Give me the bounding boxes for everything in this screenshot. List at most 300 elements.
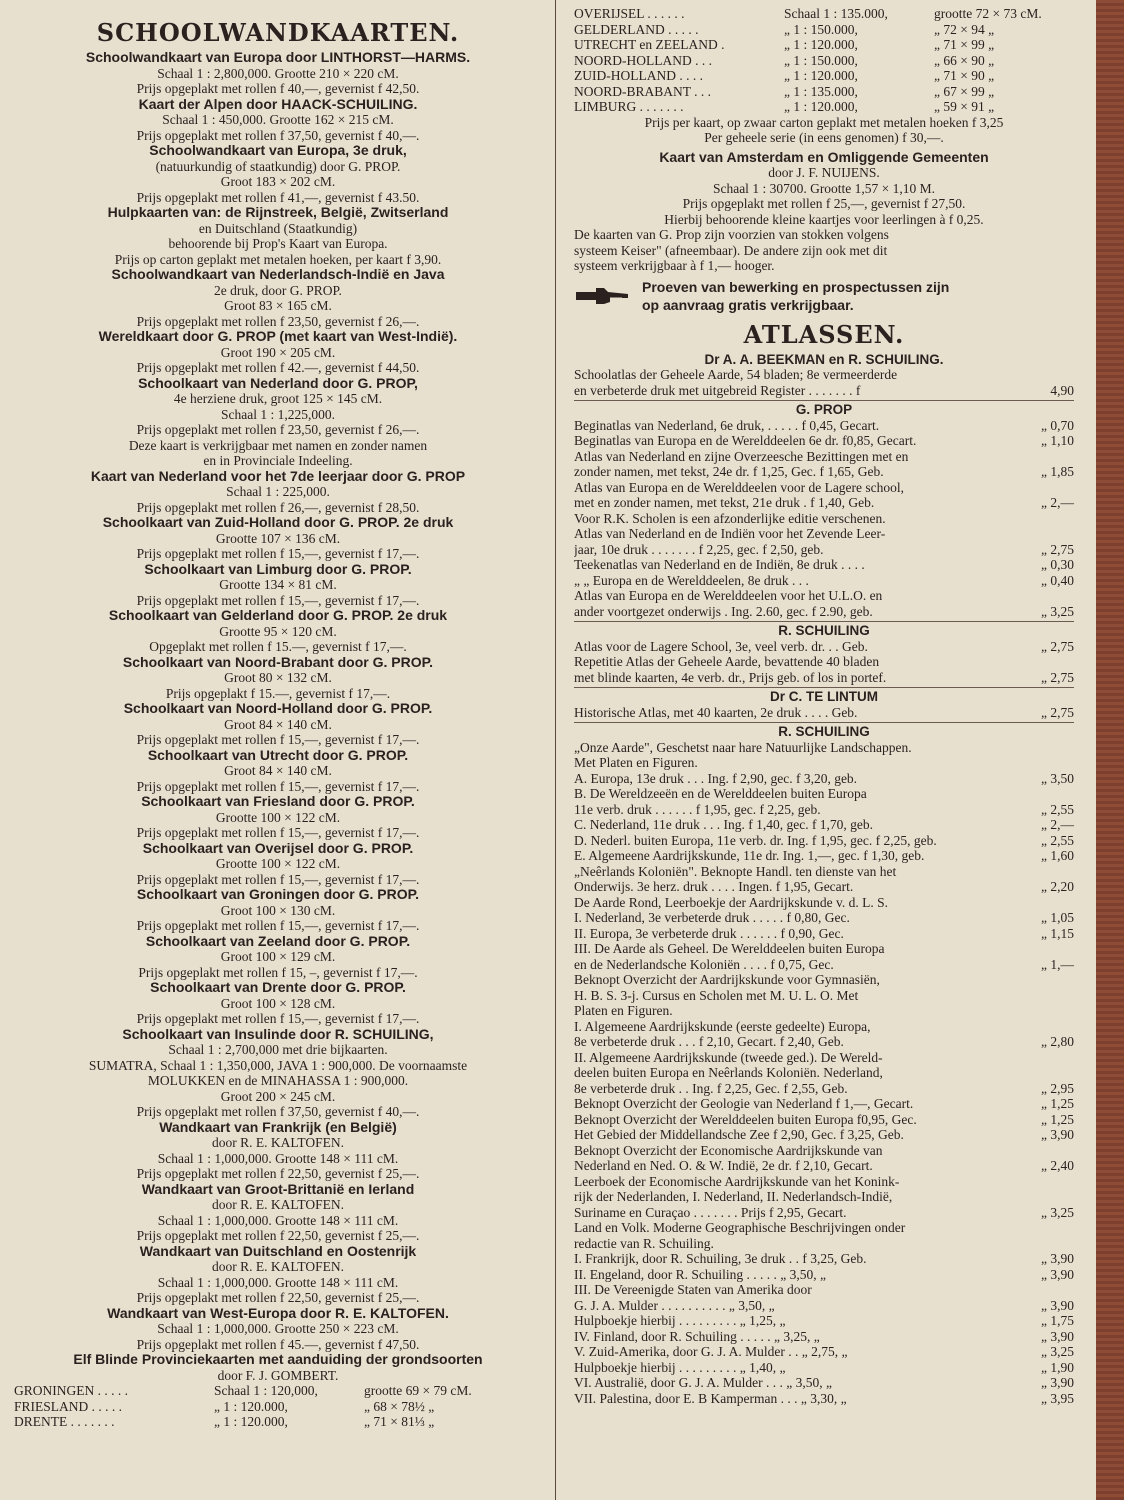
map-detail-line: Prijs opgeplakt met rollen f 22,50, gevernist f 25,—. <box>136 1166 420 1181</box>
map-detail-line: Grootte 95 × 120 cM. <box>219 623 337 639</box>
atlas-item-price <box>1018 1174 1074 1190</box>
atlas-list <box>574 352 1074 1407</box>
atlas-item-text: I. Algemeene Aardrijkskunde (eerste gedeelte) Europa, <box>574 1018 871 1034</box>
amsterdam-map-student-maps: Hierbij behoorende kleine kaartjes voor leerlingen à f 0,25. <box>664 211 984 227</box>
atlas-item <box>574 654 1074 670</box>
atlas-item-text: VII. Palestina, door E. B Kamperman . . . „ 3,30, „ <box>574 1390 847 1406</box>
atlas-item-price: „ 1,90 <box>1041 1359 1074 1375</box>
province-row <box>14 1414 542 1430</box>
atlas-item-text: C. Nederland, 11e druk . . . Ing. f 1,40, gec. f 1,70, geb. <box>574 817 874 832</box>
atlas-item-price: „ 3,25 <box>1041 1204 1074 1220</box>
atlassen-heading: ATLASSEN. <box>743 319 905 349</box>
map-detail-line: door F. J. GOMBERT. <box>217 1367 339 1383</box>
section-divider <box>574 400 1074 401</box>
map-detail-line: Prijs opgeplakt met rollen f 15,—, gevernist f 17,—. <box>136 732 420 747</box>
map-detail-line: Groot 83 × 165 cM. <box>224 298 332 313</box>
atlas-item-price <box>1018 1282 1074 1298</box>
map-title: Schoolkaart van Drente door G. PROP. <box>150 979 406 995</box>
pointing-hand-icon <box>574 284 630 308</box>
atlas-item-text: met blinde kaarten, 4e verb. dr., Prijs geb. of los in portef. <box>574 669 887 685</box>
map-title: Schoolkaart van Limburg door G. PROP. <box>144 560 412 577</box>
atlas-item-price <box>1018 1050 1074 1066</box>
atlas-item-text: Leerboek der Economische Aardrijkskunde van het Konink- <box>574 1173 900 1189</box>
atlas-item-text: jaar, 10e druk . . . . . . . f 2,25, gec. f 2,50, geb. <box>574 541 824 557</box>
map-title: Schoolkaart van Zeeland door G. PROP. <box>145 932 411 949</box>
map-title: Schoolkaart van Friesland door G. PROP. <box>141 793 415 809</box>
map-detail-line: Schaal 1 : 2,700,000 met drie bijkaarten. <box>168 1042 388 1057</box>
atlas-item-text: ander voortgezet onderwijs . Ing. 2.60, gec. f 2.90, geb. <box>574 603 873 619</box>
atlas-item-text: zonder namen, met tekst, 24e dr. f 1,25, Gec. f 1,65, Geb. <box>574 464 884 479</box>
map-detail-line: Prijs opgeplakt f 15.—, gevernist f 17,—. <box>165 685 391 701</box>
province-name: GRONINGEN . . . . . <box>14 1383 128 1398</box>
map-detail-line: Prijs opgeplakt met rollen f 15,—, gevernist f 17,—. <box>136 825 420 840</box>
atlas-item-price: „ 2,— <box>1041 817 1074 832</box>
atlas-item-price: „ 1,75 <box>1041 1313 1074 1328</box>
atlas-item-price: „ 3,95 <box>1041 1390 1074 1406</box>
map-detail-line: Groot 100 × 128 cM. <box>220 995 336 1011</box>
map-detail-line: Groot 100 × 130 cM. <box>220 902 336 918</box>
atlas-item-price <box>1018 1143 1074 1159</box>
atlas-item <box>574 639 1074 655</box>
atlas-item-text: Atlas voor de Lagere School, 3e, veel verb. dr. . . Geb. <box>574 638 868 654</box>
atlas-item <box>574 464 1074 480</box>
atlas-item-text: „ „ Europa en de Werelddeelen, 8e druk . . . <box>574 572 809 588</box>
atlas-item-price <box>1018 511 1074 527</box>
atlas-item <box>574 604 1074 620</box>
province-scale: Schaal 1 : 135.000, <box>784 6 888 21</box>
atlas-item-text: Onderwijs. 3e herz. druk . . . . Ingen. f 1,95, Gecart. <box>574 879 854 894</box>
atlas-item <box>574 771 1074 787</box>
atlas-item-text: Teekenatlas van Nederland en de Indiën, 8e druk . . . . <box>574 557 865 572</box>
atlas-item <box>574 480 1074 496</box>
map-detail-line: Prijs opgeplakt met rollen f 15,—, gevernist f 17,—. <box>136 546 420 561</box>
atlas-item-text: en de Nederlandsche Koloniën . . . . f 0,75, Gec. <box>574 956 834 972</box>
map-detail-line: Grootte 107 × 136 cM. <box>215 530 341 546</box>
province-name: NOORD-HOLLAND . . . <box>574 52 712 68</box>
map-detail-line: Schaal 1 : 1,000,000. Grootte 148 × 111 cM. <box>157 1150 399 1166</box>
atlas-item-text: Platen en Figuren. <box>574 1003 673 1018</box>
section-divider <box>574 687 1074 688</box>
atlas-item <box>574 1220 1074 1236</box>
atlas-item-price: „ 3,90 <box>1041 1251 1074 1266</box>
atlas-item-text: E. Algemeene Aardrijkskunde, 11e dr. Ing. 1,—, gec. f 1,30, geb. <box>574 848 925 863</box>
province-row <box>14 1383 542 1399</box>
atlas-item-text: I. Nederland, 3e verbeterde druk . . . . . f 0,80, Gec. <box>574 910 850 925</box>
atlas-item-text: Met Platen en Figuren. <box>574 755 698 770</box>
atlas-item-text: Beginatlas van Nederland, 6e druk, . . . . . f 0,45, Gecart. <box>574 417 880 433</box>
province-name: ZUID-HOLLAND . . . . <box>574 68 703 83</box>
atlas-item-text: II. Engeland, door R. Schuiling . . . . . „ 3,50, „ <box>574 1266 826 1282</box>
atlas-item-text: Land en Volk. Moderne Geographische Beschrijvingen onder <box>574 1220 906 1235</box>
atlas-item-price: „ 3,90 <box>1041 1297 1074 1313</box>
atlas-item-price: „ 2,40 <box>1041 1158 1074 1173</box>
atlas-item-text: II. Algemeene Aardrijkskunde (tweede ged.). De Wereld- <box>574 1049 883 1065</box>
atlas-item-text: en verbeterde druk met uitgebreid Register . . . . . . . f <box>574 382 861 398</box>
atlas-item <box>574 1267 1074 1283</box>
amsterdam-map-author: door J. F. NUIJENS. <box>768 165 880 180</box>
keiser-line-1: De kaarten van G. Prop zijn voorzien van stokken volgens <box>574 227 889 242</box>
atlas-item-price: „ 1,— <box>1041 956 1074 972</box>
map-detail-line: Prijs opgeplakt met rollen f 15,—, gevernist f 17,—. <box>136 778 420 794</box>
map-detail-line: Prijs opgeplakt met rollen f 22,50, gevernist f 25,—. <box>136 1290 420 1305</box>
atlas-item <box>574 972 1074 988</box>
province-row <box>574 53 1074 69</box>
map-detail-line: Prijs opgeplakt met rollen f 45.—, gevernist f 47,50. <box>136 1336 420 1352</box>
atlas-item-price: „ 3,90 <box>1041 1266 1074 1282</box>
atlas-item-text: Suriname en Curaçao . . . . . . . Prijs f 2,95, Gecart. <box>574 1204 847 1220</box>
map-title: Schoolkaart van Overijsel door G. PROP. <box>142 839 414 856</box>
atlas-item-price: „ 2,95 <box>1041 1080 1074 1096</box>
atlas-item <box>574 588 1074 604</box>
map-detail-line: Groot 84 × 140 cM. <box>224 763 332 778</box>
atlas-item <box>574 670 1074 686</box>
atlas-section-title: Dr C. TE LINTUM <box>770 689 878 704</box>
province-name: DRENTE . . . . . . . <box>14 1414 115 1429</box>
map-detail-line: Groot 190 × 205 cM. <box>220 344 336 360</box>
atlas-item-price: „ 1,10 <box>1041 433 1074 448</box>
map-title: Wandkaart van Duitschland en Oostenrijk <box>139 1242 417 1259</box>
atlas-item-text: met en zonder namen, met tekst, 21e druk . f 1,40, Geb. <box>574 495 875 510</box>
atlas-item-text: H. B. S. 3-j. Cursus en Scholen met M. U. L. O. Met <box>574 987 859 1003</box>
atlas-item-text: Atlas van Europa en de Werelddeelen voor het U.L.O. en <box>574 588 883 603</box>
atlas-item <box>574 1189 1074 1205</box>
atlas-item-price <box>1018 1003 1074 1019</box>
province-scale: „ 1 : 150.000, <box>784 52 858 68</box>
map-detail-line: 2e druk, door G. PROP. <box>214 282 342 298</box>
map-detail-line: Grootte 100 × 122 cM. <box>215 856 341 871</box>
atlas-item <box>574 1236 1074 1252</box>
map-title: Schoolwandkaart van Nederlandsch-Indië en Java <box>111 266 445 282</box>
atlas-item-price: „ 3,50 <box>1041 770 1074 786</box>
province-name: GELDERLAND . . . . . <box>574 21 699 37</box>
map-detail-line: Prijs opgeplakt met rollen f 22,50, gevernist f 25,—. <box>136 1228 420 1243</box>
map-detail-line: Prijs opgeplakt met rollen f 15,—, gevernist f 17,—. <box>136 871 420 887</box>
map-detail-line: Prijs opgeplakt met rollen f 15,—, gevernist f 17,—. <box>136 592 420 608</box>
atlas-item <box>574 1003 1074 1019</box>
map-title: Schoolwandkaart van Europa door LINTHORST—HARMS. <box>85 49 471 65</box>
atlas-item-price <box>1018 755 1074 771</box>
province-scale: „ 1 : 120.000, <box>214 1398 288 1414</box>
atlas-item <box>574 1391 1074 1407</box>
map-detail-line: door R. E. KALTOFEN. <box>211 1197 344 1212</box>
atlas-item-text: IV. Finland, door R. Schuiling . . . . . „ 3,25, „ <box>574 1328 820 1344</box>
atlas-item <box>574 1174 1074 1190</box>
atlas-item-price: „ 3,90 <box>1041 1127 1074 1142</box>
map-detail-line: Prijs opgeplakt met rollen f 23,50, gevernist f 26,—. <box>136 313 420 329</box>
atlas-item <box>574 1081 1074 1097</box>
atlas-item-text: D. Nederl. buiten Europa, 11e verb. dr. Ing. f 1,95, gec. f 2,25, geb. <box>574 832 937 848</box>
map-detail-line: Grootte 134 × 81 cM. <box>219 577 337 592</box>
atlas-item <box>574 1375 1074 1391</box>
atlas-item-text: Repetitie Atlas der Geheele Aarde, bevattende 40 bladen <box>574 654 880 669</box>
map-title: Wandkaart van West-Europa door R. E. KALTOFEN. <box>107 1304 449 1321</box>
map-detail-line: Schaal 1 : 450,000. Grootte 162 × 215 cM. <box>162 112 394 127</box>
map-title: Wereldkaart door G. PROP (met kaart van West-Indië). <box>98 328 458 344</box>
province-map-list <box>14 1383 542 1430</box>
province-size: „ 72 × 94 „ <box>934 21 995 37</box>
atlas-item-text: Atlas van Europa en de Werelddeelen voor de Lagere school, <box>574 479 905 495</box>
map-detail-line: behoorende bij Prop's Kaart van Europa. <box>168 236 388 251</box>
atlas-item <box>574 864 1074 880</box>
atlas-item-price <box>1018 864 1074 880</box>
map-detail-line: door R. E. KALTOFEN. <box>211 1135 344 1150</box>
book-spine <box>1096 0 1124 1500</box>
keiser-line-2: systeem Keiser" (afneembaar). De andere zijn ook met dit <box>574 242 888 258</box>
atlas-item-price: „ 2,55 <box>1041 801 1074 817</box>
province-price-line-2: Per geheele serie (in eens genomen) f 30,—. <box>704 130 944 145</box>
atlas-item-price: 4,90 <box>1050 382 1074 398</box>
map-title: Schoolkaart van Gelderland door G. PROP. 2e druk <box>108 607 448 623</box>
atlas-item-text: 11e verb. druk . . . . . . f 1,95, gec. f 2,25, geb. <box>574 801 821 817</box>
map-title: Schoolkaart van Insulinde door R. SCHUILING, <box>122 1025 434 1042</box>
map-detail-line: en in Provinciale Indeeling. <box>203 453 353 468</box>
atlas-item <box>574 1360 1074 1376</box>
atlas-item-price: „ 1,60 <box>1041 848 1074 863</box>
province-scale: Schaal 1 : 120,000, <box>214 1383 318 1398</box>
province-size: grootte 72 × 73 cM. <box>934 6 1042 21</box>
province-row <box>574 84 1074 100</box>
atlas-item-price <box>1018 367 1074 383</box>
map-detail-line: Groot 80 × 132 cM. <box>224 670 332 685</box>
atlas-item-price <box>1018 1236 1074 1252</box>
atlas-item-price: „ 1,15 <box>1041 925 1074 941</box>
atlas-item-price: „ 0,40 <box>1041 572 1074 588</box>
atlas-item <box>574 786 1074 802</box>
atlas-item-price <box>1018 972 1074 988</box>
province-size: „ 66 × 90 „ <box>934 52 995 68</box>
atlas-item-text: Voor R.K. Scholen is een afzonderlijke editie verschenen. <box>574 510 886 526</box>
map-detail-line: (natuurkundig of staatkundig) door G. PROP. <box>155 158 401 174</box>
atlas-item <box>574 449 1074 465</box>
atlas-item-price: „ 2,75 <box>1041 541 1074 557</box>
province-row <box>574 37 1074 53</box>
atlas-item-price: „ 2,75 <box>1041 638 1074 654</box>
atlas-item <box>574 910 1074 926</box>
atlas-item <box>574 511 1074 527</box>
map-detail-line: MOLUKKEN en de MINAHASSA 1 : 900,000. <box>147 1073 409 1088</box>
province-scale: „ 1 : 120.000, <box>784 99 858 114</box>
atlas-item <box>574 988 1074 1004</box>
atlas-item-price: „ 2,75 <box>1041 704 1074 720</box>
atlas-item <box>574 1065 1074 1081</box>
atlas-item-text: „Onze Aarde", Geschetst naar hare Natuurlijke Landschappen. <box>574 739 912 755</box>
atlas-item-text: „Neêrlands Koloniën". Beknopte Handl. ten dienste van het <box>574 863 897 879</box>
map-detail-line: Prijs opgeplakt met rollen f 15,—, gevernist f 17,—. <box>136 918 420 933</box>
map-detail-line: door R. E. KALTOFEN. <box>211 1259 344 1274</box>
province-row <box>574 68 1074 84</box>
map-detail-line: 4e herziene druk, groot 125 × 145 cM. <box>173 391 383 406</box>
map-title: Schoolkaart van Utrecht door G. PROP. <box>147 746 409 763</box>
map-detail-line: en Duitschland (Staatkundig) <box>198 220 358 236</box>
atlas-item-price: „ 2,75 <box>1041 669 1074 685</box>
atlas-item-price: „ 2,80 <box>1041 1034 1074 1049</box>
atlas-item <box>574 383 1074 399</box>
province-size: „ 68 × 78½ „ <box>364 1398 435 1414</box>
map-detail-line: Groot 200 × 245 cM. <box>220 1088 336 1104</box>
right-column <box>562 0 1096 1500</box>
map-detail-line: Prijs opgeplakt met rollen f 37,50, gevernist f 40,—. <box>136 127 420 143</box>
atlas-item-price <box>1018 588 1074 604</box>
map-detail-line: SUMATRA, Schaal 1 : 1,350,000, JAVA 1 : 900,000. De voornaamste <box>88 1057 468 1073</box>
atlas-item-text: B. De Wereldzeeën en de Werelddeelen buiten Europa <box>574 786 867 801</box>
atlas-item-text: Beginatlas van Europa en de Werelddeelen 6e dr. f0,85, Gecart. <box>574 433 917 448</box>
map-title: Schoolkaart van Nederland door G. PROP, <box>138 374 418 391</box>
section-divider <box>574 621 1074 622</box>
atlas-item-text: Beknopt Overzicht der Aardrijkskunde voor Gymnasiën, <box>574 972 880 987</box>
atlas-item-price: „ 0,70 <box>1041 417 1074 433</box>
province-size: grootte 69 × 79 cM. <box>364 1383 472 1398</box>
map-detail-line: Prijs opgeplakt met rollen f 37,50, gevernist f 40,—. <box>136 1104 420 1119</box>
atlas-item <box>574 542 1074 558</box>
map-detail-line: Schaal 1 : 1,225,000. <box>221 406 335 422</box>
province-size: „ 59 × 91 „ <box>934 99 995 114</box>
atlas-item-price <box>1018 988 1074 1004</box>
atlas-item-text: Schoolatlas der Geheele Aarde, 54 bladen; 8e vermeerderde <box>574 367 898 382</box>
province-name: UTRECHT en ZEELAND . <box>574 37 725 52</box>
atlas-item-text: Historische Atlas, met 40 kaarten, 2e druk . . . . Geb. <box>574 704 858 720</box>
schoolwandkaarten-heading: SCHOOLWANDKAARTEN. <box>96 18 460 47</box>
map-detail-line: Deze kaart is verkrijgbaar met namen en zonder namen <box>128 437 428 453</box>
map-title: Schoolkaart van Noord-Holland door G. PROP. <box>123 700 433 716</box>
province-row <box>14 1399 542 1415</box>
atlas-item-price: „ 3,25 <box>1041 1344 1074 1359</box>
province-scale: „ 1 : 135.000, <box>784 83 858 99</box>
atlas-item-text: Hulpboekje hierbij . . . . . . . . . „ 1,25, „ <box>574 1313 786 1328</box>
province-scale: „ 1 : 120.000, <box>784 68 858 83</box>
map-detail-line: Schaal 1 : 1,000,000. Grootte 250 × 223 cM. <box>157 1321 399 1336</box>
atlas-item-text: I. Frankrijk, door R. Schuiling, 3e druk . . f 3,25, Geb. <box>574 1251 867 1266</box>
atlas-item-text: Beknopt Overzicht der Economische Aardrijkskunde van <box>574 1142 883 1158</box>
map-detail-line: Prijs opgeplakt met rollen f 41,—, gevernist f 43.50. <box>136 189 420 205</box>
atlas-item <box>574 817 1074 833</box>
atlas-item <box>574 1019 1074 1035</box>
atlas-item <box>574 573 1074 589</box>
atlas-item-text: deelen buiten Europa en Neêrlands Koloniën. Nederland, <box>574 1065 883 1080</box>
atlas-item <box>574 495 1074 511</box>
atlas-item <box>574 1143 1074 1159</box>
atlas-item-price <box>1018 1019 1074 1035</box>
column-divider <box>555 0 556 1500</box>
map-detail-line: Prijs opgeplakt met rollen f 42.—, gevernist f 44,50. <box>136 360 420 375</box>
notice-line-2: op aanvraag gratis verkrijgbaar. <box>642 296 854 313</box>
wall-map-list <box>14 50 542 1383</box>
map-detail-line: Groot 183 × 202 cM. <box>220 174 336 189</box>
province-row <box>574 99 1074 115</box>
atlas-item-text: 8e verbeterde druk . . . f 2,10, Gecart. f 2,40, Geb. <box>574 1034 844 1049</box>
atlas-item <box>574 1344 1074 1360</box>
atlas-item <box>574 941 1074 957</box>
atlas-item-price <box>1018 941 1074 957</box>
province-row <box>574 22 1074 38</box>
atlas-item <box>574 1050 1074 1066</box>
province-name: LIMBURG . . . . . . . <box>574 99 684 114</box>
atlas-item <box>574 526 1074 542</box>
atlas-item-text: Nederland en Ned. O. & W. Indië, 2e dr. f 2,10, Gecart. <box>574 1158 873 1173</box>
atlas-item-price: „ 3,90 <box>1041 1328 1074 1344</box>
atlas-item <box>574 1158 1074 1174</box>
map-detail-line: Prijs opgeplakt met rollen f 15,—, gevernist f 17,—. <box>136 1011 420 1026</box>
map-title: Schoolkaart van Groningen door G. PROP. <box>136 886 420 902</box>
amsterdam-map-scale: Schaal 1 : 30700. Grootte 1,57 × 1,10 M. <box>712 180 936 196</box>
prospectus-notice <box>574 278 1074 314</box>
atlas-item-text: A. Europa, 13e druk . . . Ing. f 2,90, gec. f 3,20, geb. <box>574 770 858 786</box>
atlas-item-text: VI. Australië, door G. J. A. Mulder . . . „ 3,50, „ <box>574 1375 832 1390</box>
province-name: NOORD-BRABANT . . . <box>574 83 712 99</box>
map-title: Schoolkaart van Zuid-Holland door G. PROP. 2e druk <box>102 514 454 530</box>
atlas-item-price <box>1018 480 1074 496</box>
atlas-item-price: „ 1,05 <box>1041 910 1074 925</box>
atlas-item-price: „ 1,25 <box>1041 1096 1074 1111</box>
atlas-item-text: Beknopt Overzicht der Werelddeelen buiten Europa f0,95, Gec. <box>574 1111 917 1127</box>
atlas-item <box>574 418 1074 434</box>
atlas-item-text: 8e verbeterde druk . . Ing. f 2,25, Gec. f 2,55, Geb. <box>574 1080 848 1096</box>
atlas-item-price: „ 3,25 <box>1041 603 1074 619</box>
atlas-item <box>574 1205 1074 1221</box>
map-detail-line: Groot 100 × 129 cM. <box>220 949 336 964</box>
province-size: „ 67 × 99 „ <box>934 83 995 99</box>
province-size: „ 71 × 90 „ <box>934 68 995 83</box>
map-detail-line: Schaal 1 : 225,000. <box>226 484 330 499</box>
atlas-item-text: De Aarde Rond, Leerboekje der Aardrijkskunde v. d. L. S. <box>574 894 889 910</box>
atlas-item <box>574 740 1074 756</box>
map-title: Wandkaart van Groot-Brittanië en Ierland <box>141 1180 415 1197</box>
atlas-section-title: R. SCHUILING <box>778 623 870 638</box>
atlas-item-price: „ 1,85 <box>1041 464 1074 479</box>
atlas-item-text: Het Gebied der Middellandsche Zee f 2,90, Gec. f 3,25, Geb. <box>574 1127 904 1142</box>
amsterdam-map-price: Prijs opgeplakt met rollen f 25,—, gevernist f 27,50. <box>682 196 966 211</box>
atlas-item-text: III. De Vereenigde Staten van Amerika door <box>574 1282 812 1297</box>
atlas-item <box>574 367 1074 383</box>
atlas-item-price: „ 1,25 <box>1041 1111 1074 1127</box>
atlas-item-price <box>1018 895 1074 911</box>
map-detail-line: Prijs opgeplakt met rollen f 26,—, gevernist f 28,50. <box>136 499 420 515</box>
atlas-item <box>574 1282 1074 1298</box>
atlas-item <box>574 705 1074 721</box>
amsterdam-map-title: Kaart van Amsterdam en Omliggende Gemeenten <box>659 148 989 165</box>
map-detail-line: Prijs op carton geplakt met metalen hoeken, per kaart f 3,90. <box>114 251 442 267</box>
atlas-item <box>574 848 1074 864</box>
atlas-item-price <box>1018 449 1074 465</box>
atlas-item <box>574 1329 1074 1345</box>
atlas-item <box>574 802 1074 818</box>
atlas-item <box>574 755 1074 771</box>
atlas-item-price: „ 2,— <box>1041 495 1074 510</box>
notice-line-1: Proeven van bewerking en prospectussen zijn <box>642 278 950 295</box>
atlas-item-price <box>1018 1220 1074 1236</box>
province-map-list-continued <box>574 6 1074 115</box>
map-detail-line: Schaal 1 : 1,000,000. Grootte 148 × 111 cM. <box>157 1274 399 1290</box>
keiser-line-3: systeem verkrijgbaar à f 1,— hooger. <box>574 258 775 273</box>
map-detail-line: Grootte 100 × 122 cM. <box>215 809 341 825</box>
atlas-item <box>574 1034 1074 1050</box>
atlas-item-text: rijk der Nederlanden, I. Nederland, II. Nederlandsch-Indië, <box>574 1189 893 1204</box>
atlas-item-text: Atlas van Nederland en de Indiën voor het Zevende Leer- <box>574 526 886 541</box>
atlas-item <box>574 1298 1074 1314</box>
atlas-item-text: II. Europa, 3e verbeterde druk . . . . . . f 0,90, Gec. <box>574 925 844 941</box>
atlas-item <box>574 433 1074 449</box>
atlas-item <box>574 879 1074 895</box>
atlas-item <box>574 926 1074 942</box>
map-title: Schoolwandkaart van Europa, 3e druk, <box>149 142 407 158</box>
atlas-section-title: G. PROP <box>795 402 853 417</box>
atlas-item-text: G. J. A. Mulder . . . . . . . . . . „ 3,50, „ <box>574 1297 775 1313</box>
map-title: Wandkaart van Frankrijk (en België) <box>159 1118 397 1135</box>
map-title: Elf Blinde Provinciekaarten met aanduiding der grondsoorten <box>73 1351 483 1367</box>
atlas-item <box>574 895 1074 911</box>
atlas-item-price: „ 2,20 <box>1041 879 1074 894</box>
atlas-section-title: Dr A. A. BEEKMAN en R. SCHUILING. <box>704 351 944 367</box>
province-price-line-1: Prijs per kaart, op zwaar carton geplakt met metalen hoeken f 3,25 <box>644 114 1004 130</box>
